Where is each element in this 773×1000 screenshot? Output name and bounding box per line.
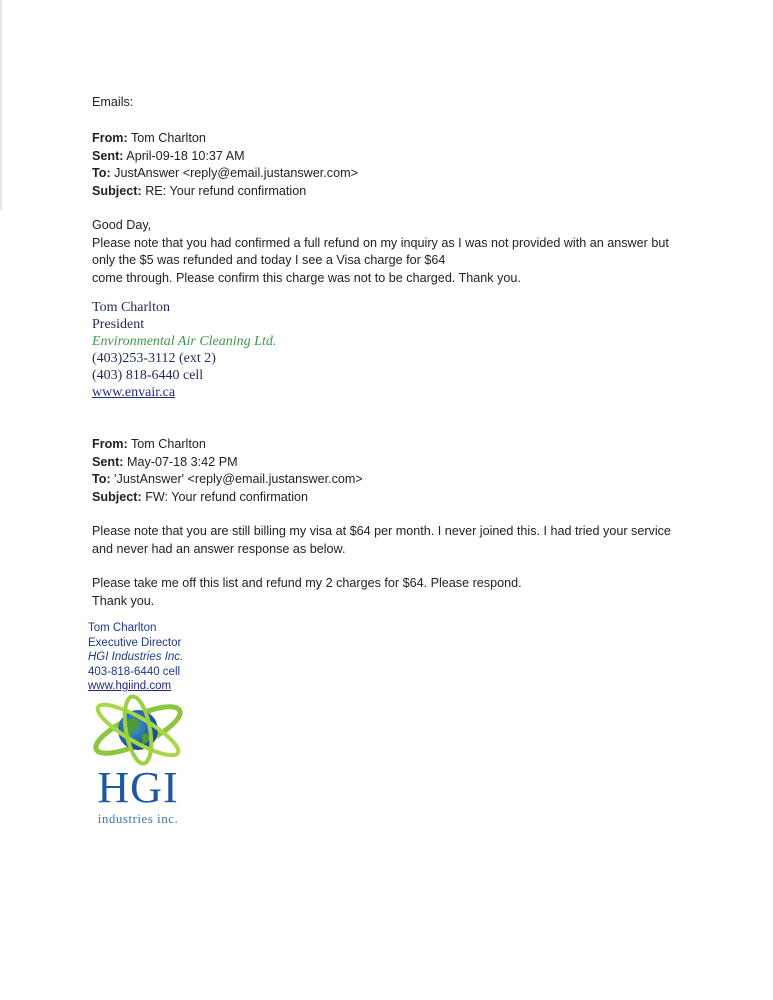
email-from [92,436,692,454]
signature-title: Executive Director [88,636,182,649]
sent-value: May-07-18 3:42 PM [126,454,238,469]
from-label: From: [92,437,128,451]
email-sent [92,148,692,166]
body-line: only the $5 was refunded and today I see a Visa charge for $64 [92,253,446,267]
scan-edge [0,0,2,210]
email-to [92,165,692,183]
sent-label: Sent: [92,148,124,163]
signature-2 [88,621,183,694]
body-line: come through. Please confirm this charge was not to be charged. Thank you. [92,270,521,285]
email-2 [92,436,692,610]
to-value: JustAnswer <reply@email.justanswer.com> [114,166,358,180]
subject-label: Subject: [92,183,142,198]
email-sent [92,454,692,472]
to-value: 'JustAnswer' <reply@email.justanswer.com> [114,472,363,486]
signature-company: Environmental Air Cleaning Ltd. [92,334,277,349]
to-label: To: [92,166,111,180]
signature-website-link[interactable]: www.hgiind.com [88,680,172,692]
body-line: Good Day, [92,218,152,232]
sent-value: April-09-18 10:37 AM [126,148,245,163]
from-value: Tom Charlton [130,131,206,145]
hgi-logo [88,694,198,834]
from-label: From: [92,131,128,145]
signature-name: Tom Charlton [88,622,157,634]
to-label: To: [92,472,111,486]
email-body-paragraph-2 [92,575,692,610]
globe-atom-logo-icon [88,694,188,766]
signature-name: Tom Charlton [92,300,170,315]
page-heading: Emails: [92,95,134,109]
email-from [92,130,692,148]
signature-cell: 403-818-6440 cell [88,665,181,678]
signature-phone: (403)253-3112 (ext 2) [92,351,216,366]
signature-company: HGI Industries Inc. [88,651,184,663]
email-1 [92,130,692,287]
body-line: Thank you. [92,593,155,608]
body-line: Please note that you are still billing my visa at $64 per month. I never joined this. I had tried your service [92,524,671,538]
email-subject [92,183,692,201]
sent-label: Sent: [92,454,124,469]
subject-label: Subject: [92,489,142,504]
body-line: and never had an answer response as below. [92,541,346,556]
signature-1 [92,299,276,401]
signature-title: President [92,317,145,332]
signature-cell: (403) 818-6440 cell [92,368,204,383]
logo-tagline: industries inc. [97,811,179,826]
email-body-paragraph-1 [92,523,692,558]
subject-value: FW: Your refund confirmation [145,489,309,504]
email-to [92,471,692,489]
body-line: Please note that you had confirmed a full refund on my inquiry as I was not provided with an answer but [92,235,669,250]
subject-value: RE: Your refund confirmation [145,183,307,198]
email-body [92,217,692,287]
logo-wordmark: HGI [97,763,179,812]
email-subject [92,489,692,507]
from-value: Tom Charlton [130,437,206,451]
body-line: Please take me off this list and refund my 2 charges for $64. Please respond. [92,576,522,590]
signature-website-link[interactable]: www.envair.ca [92,385,176,400]
